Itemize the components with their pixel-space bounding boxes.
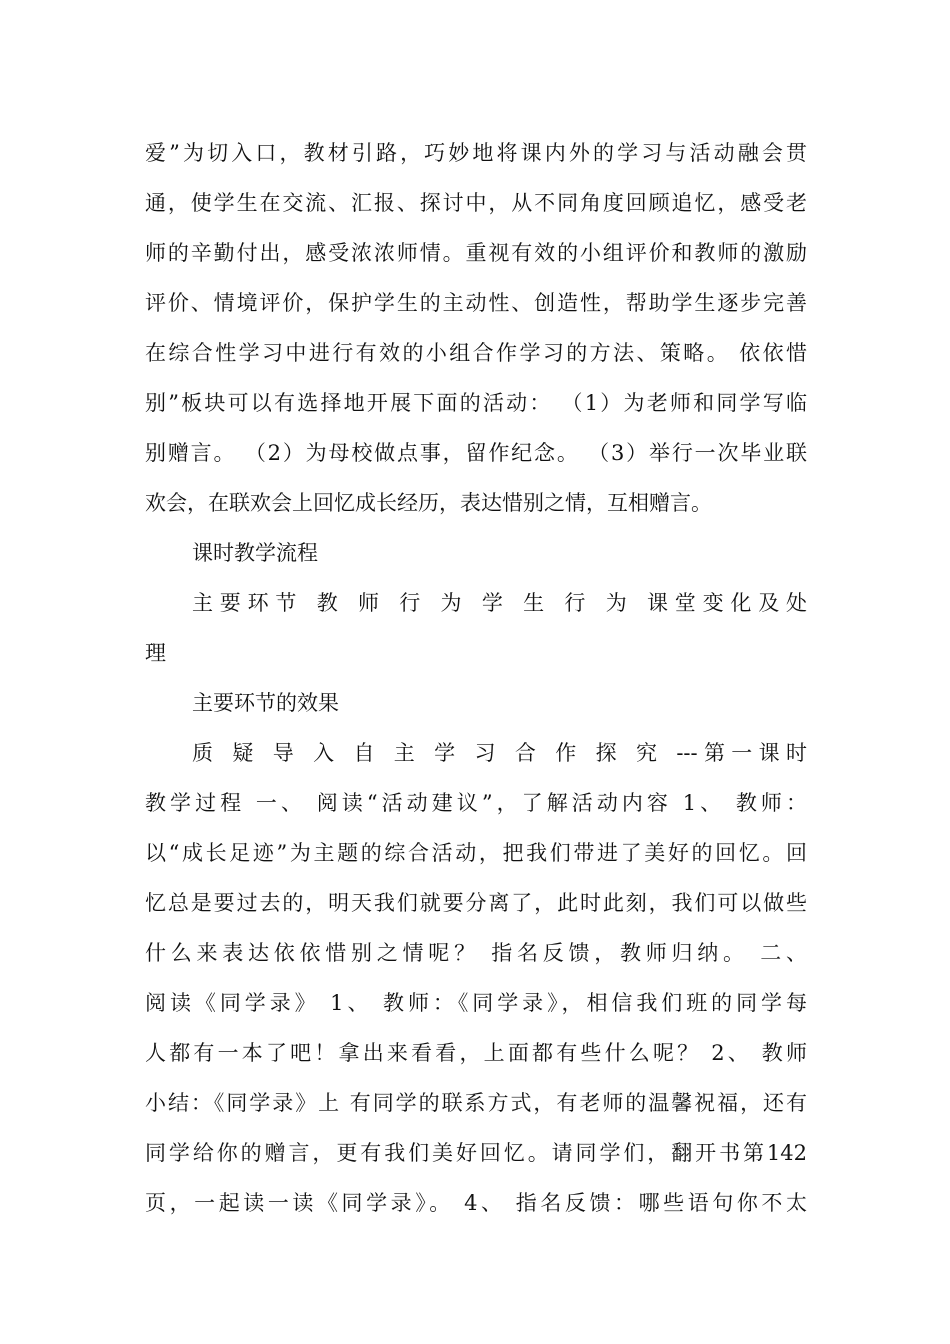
text-line: 在综合性学习中进行有效的小组合作学习的方法、策略。 依依惜 xyxy=(145,341,807,365)
text-line: 理 xyxy=(145,641,166,665)
text-line: 欢会，在联欢会上回忆成长经历，表达惜别之情，互相赠言。 xyxy=(145,491,712,515)
text-line: 师的辛勤付出，感受浓浓师情。重视有效的小组评价和教师的激励 xyxy=(145,241,807,265)
text-line: 人都有一本了吧！拿出来看看，上面都有些什么呢？ 2、 教师 xyxy=(145,1041,807,1065)
text-line: 通，使学生在交流、汇报、探讨中，从不同角度回顾追忆，感受老 xyxy=(145,191,807,215)
text-line: 质 疑 导 入 自 主 学 习 合 作 探 究 ---第一课时 xyxy=(192,741,807,765)
text-line: 同学给你的赠言，更有我们美好回忆。请同学们，翻开书第142 xyxy=(145,1141,807,1165)
section-heading: 课时教学流程 xyxy=(192,541,318,565)
text-line: 主要环节的效果 xyxy=(192,691,339,715)
text-line: 别”板块可以有选择地开展下面的活动： （1）为老师和同学写临 xyxy=(145,391,807,415)
text-line: 爱”为切入口，教材引路，巧妙地将课内外的学习与活动融会贯 xyxy=(145,141,807,165)
table-header-line: 主要环节 教 师 行 为 学 生 行 为 课堂变化及处 xyxy=(192,591,807,615)
text-line: 页，一起读一读《同学录》。 4、 指名反馈：哪些语句你不太 xyxy=(145,1191,807,1215)
text-line: 阅读《同学录》 1、 教师：《同学录》，相信我们班的同学每 xyxy=(145,991,807,1015)
text-line: 忆总是要过去的，明天我们就要分离了，此时此刻，我们可以做些 xyxy=(145,891,807,915)
text-line: 以“成长足迹”为主题的综合活动，把我们带进了美好的回忆。回 xyxy=(145,841,807,865)
text-line: 别赠言。 （2）为母校做点事，留作纪念。 （3）举行一次毕业联 xyxy=(145,441,807,465)
text-line: 教学过程 一、 阅读“活动建议”，了解活动内容 1、 教师： xyxy=(145,791,807,815)
text-line: 评价、情境评价，保护学生的主动性、创造性，帮助学生逐步完善 xyxy=(145,291,807,315)
text-line: 什么来表达依依惜别之情呢？ 指名反馈，教师归纳。 二、 xyxy=(145,941,807,965)
text-line: 小结：《同学录》上 有同学的联系方式，有老师的温馨祝福，还有 xyxy=(145,1091,807,1115)
